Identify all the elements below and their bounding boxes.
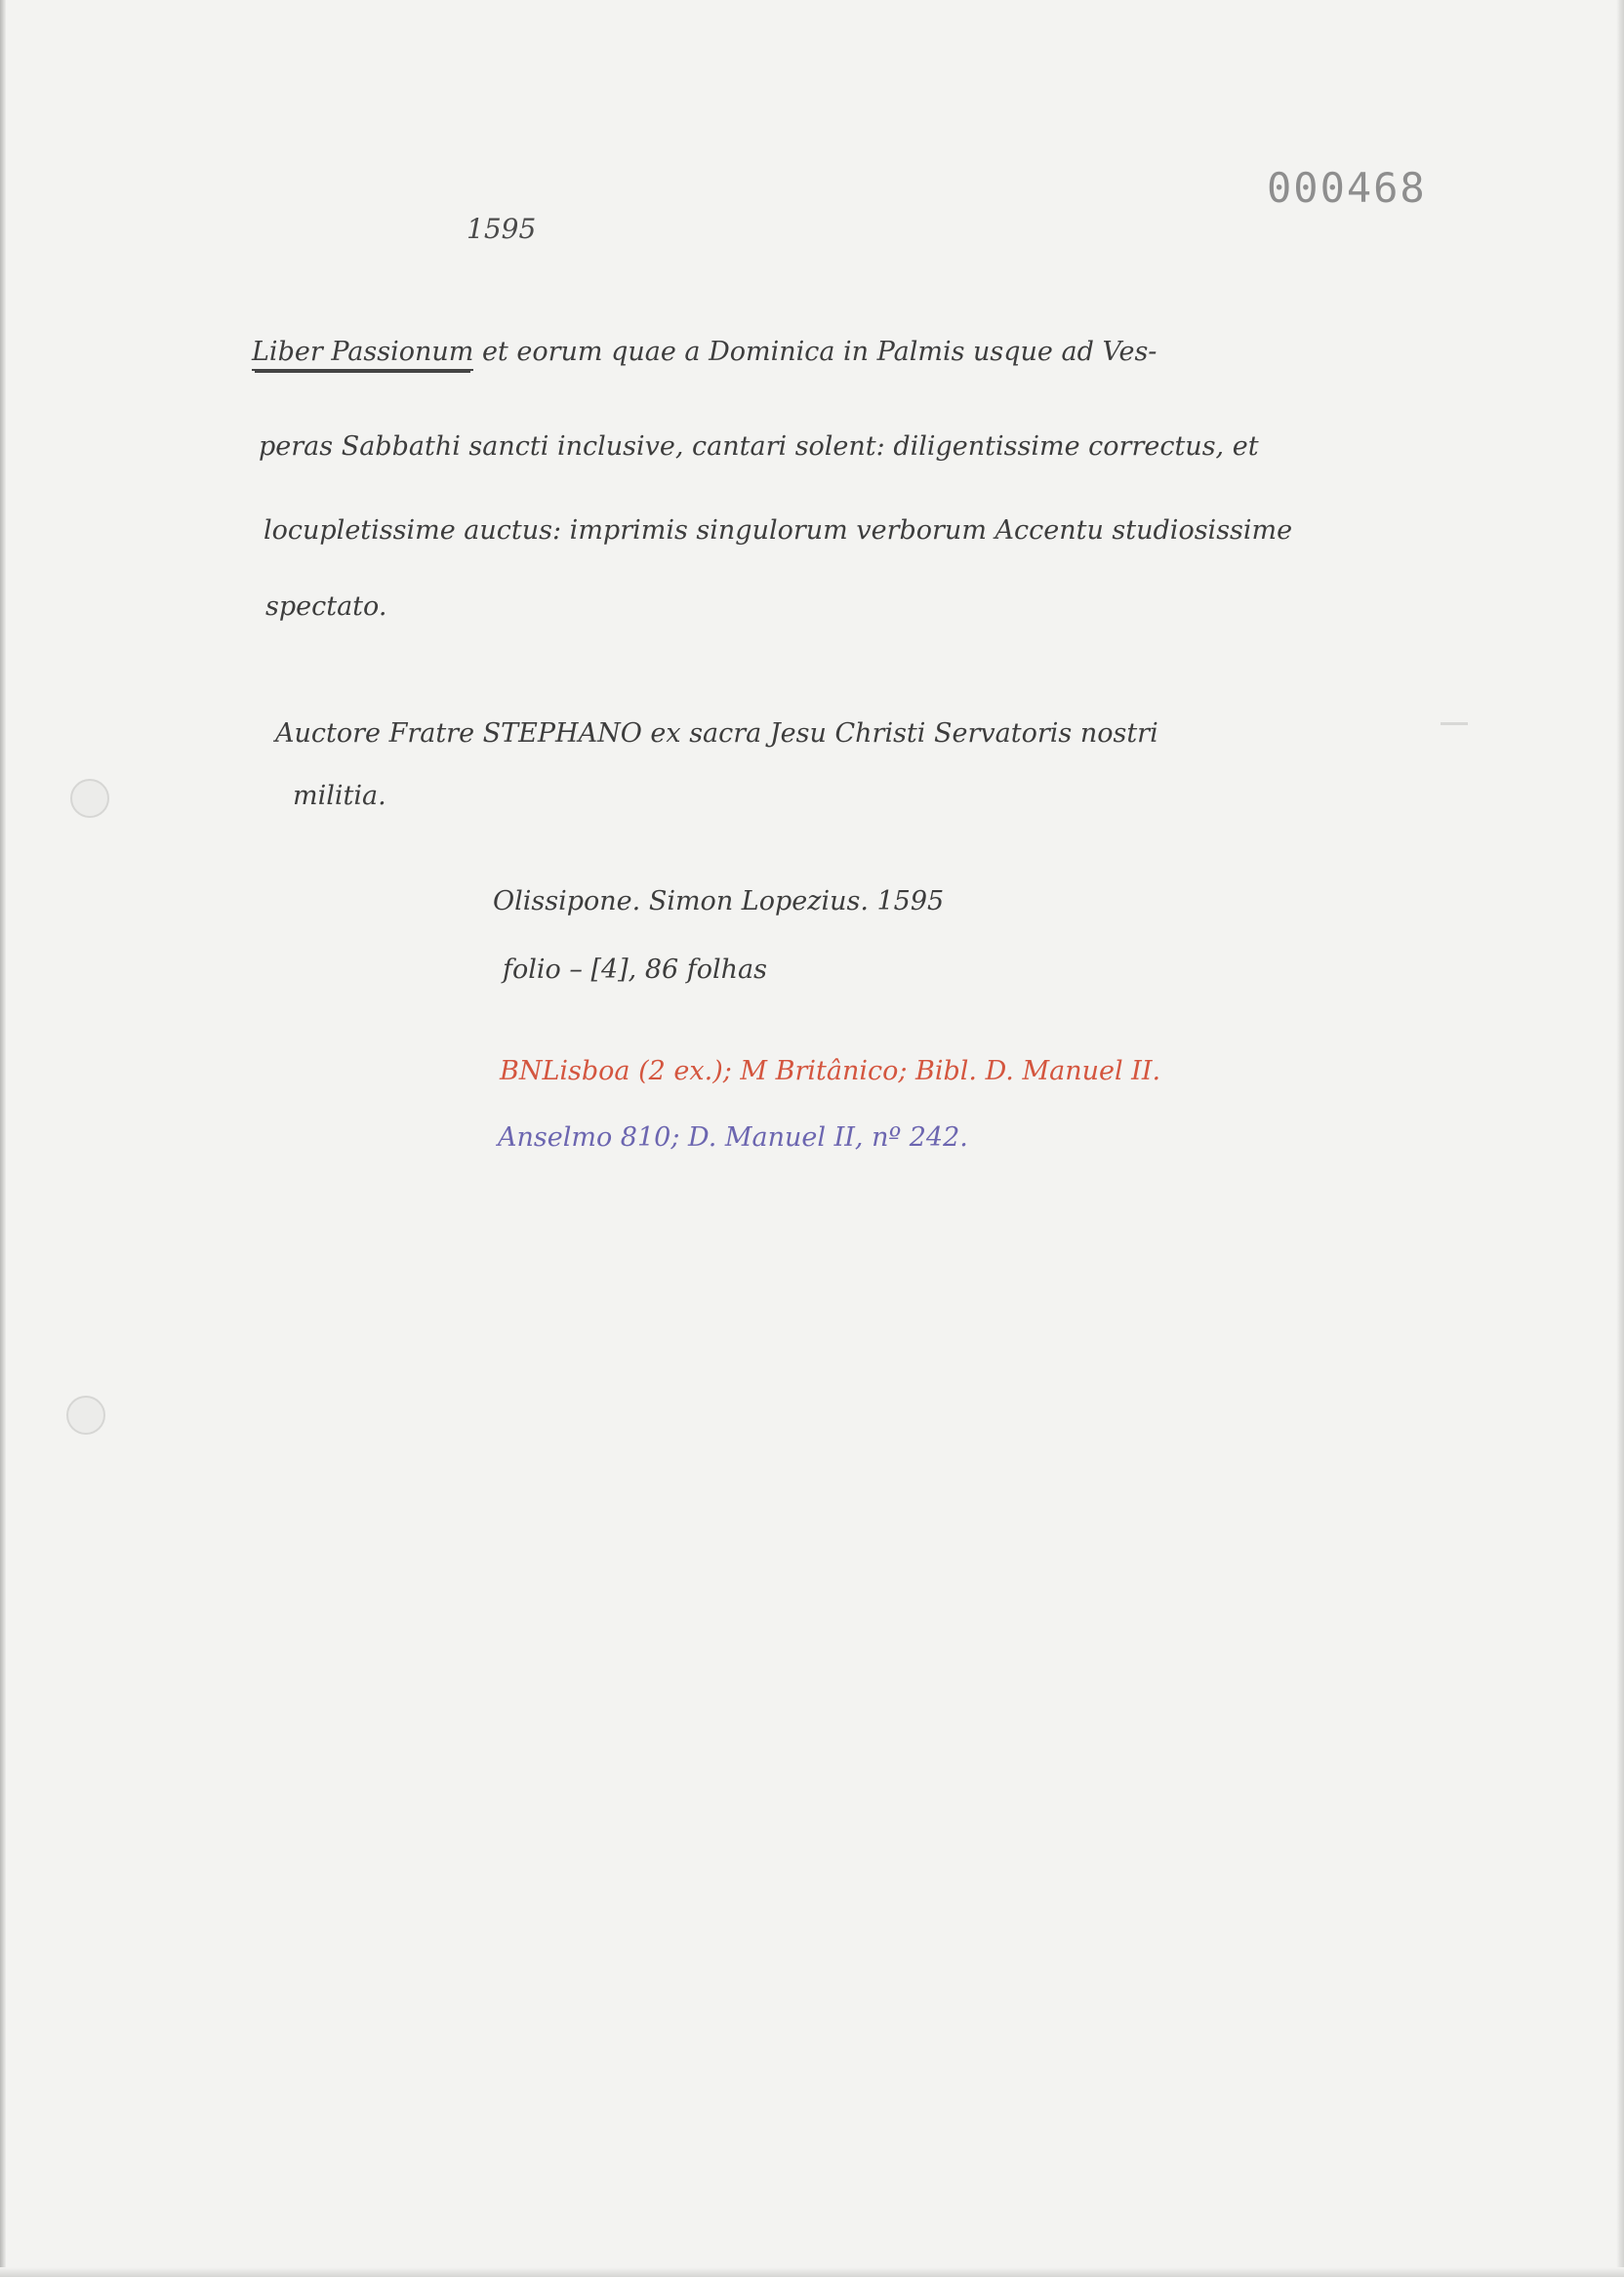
title-rest: et eorum quae a Dominica in Palmis usque ad Ves-: [473, 337, 1157, 367]
holdings-line: BNLisboa (2 ex.); M Britânico; Bibl. D. Manuel II.: [500, 1056, 1161, 1086]
title-underlined: Liber Passionum: [252, 337, 473, 371]
author-line: militia.: [293, 781, 386, 811]
catalog-number-stamp: 000468: [1267, 164, 1427, 212]
imprint-line: Olissipone. Simon Lopezius. 1595: [493, 886, 945, 916]
body-line: peras Sabbathi sancti inclusive, cantari solent: diligentissime correctus, et: [259, 431, 1259, 462]
page-edge-left: [0, 0, 6, 2277]
references-line: Anselmo 810; D. Manuel II, nº 242.: [498, 1122, 968, 1153]
body-line: spectato.: [265, 591, 387, 622]
punch-hole: [66, 1396, 105, 1435]
year-heading: 1595: [467, 213, 537, 245]
title-line: [252, 337, 1157, 371]
format-line: folio – [4], 86 folhas: [503, 955, 768, 985]
body-line: locupletissime auctus: imprimis singulorum verborum Accentu studiosissime: [264, 515, 1293, 546]
page-edge-right: [1616, 0, 1624, 2277]
page-edge-bottom: [0, 2267, 1624, 2277]
paper-mark: [1441, 722, 1468, 725]
author-line: Auctore Fratre STEPHANO ex sacra Jesu Christi Servatoris nostri: [275, 718, 1158, 749]
punch-hole: [70, 779, 109, 818]
